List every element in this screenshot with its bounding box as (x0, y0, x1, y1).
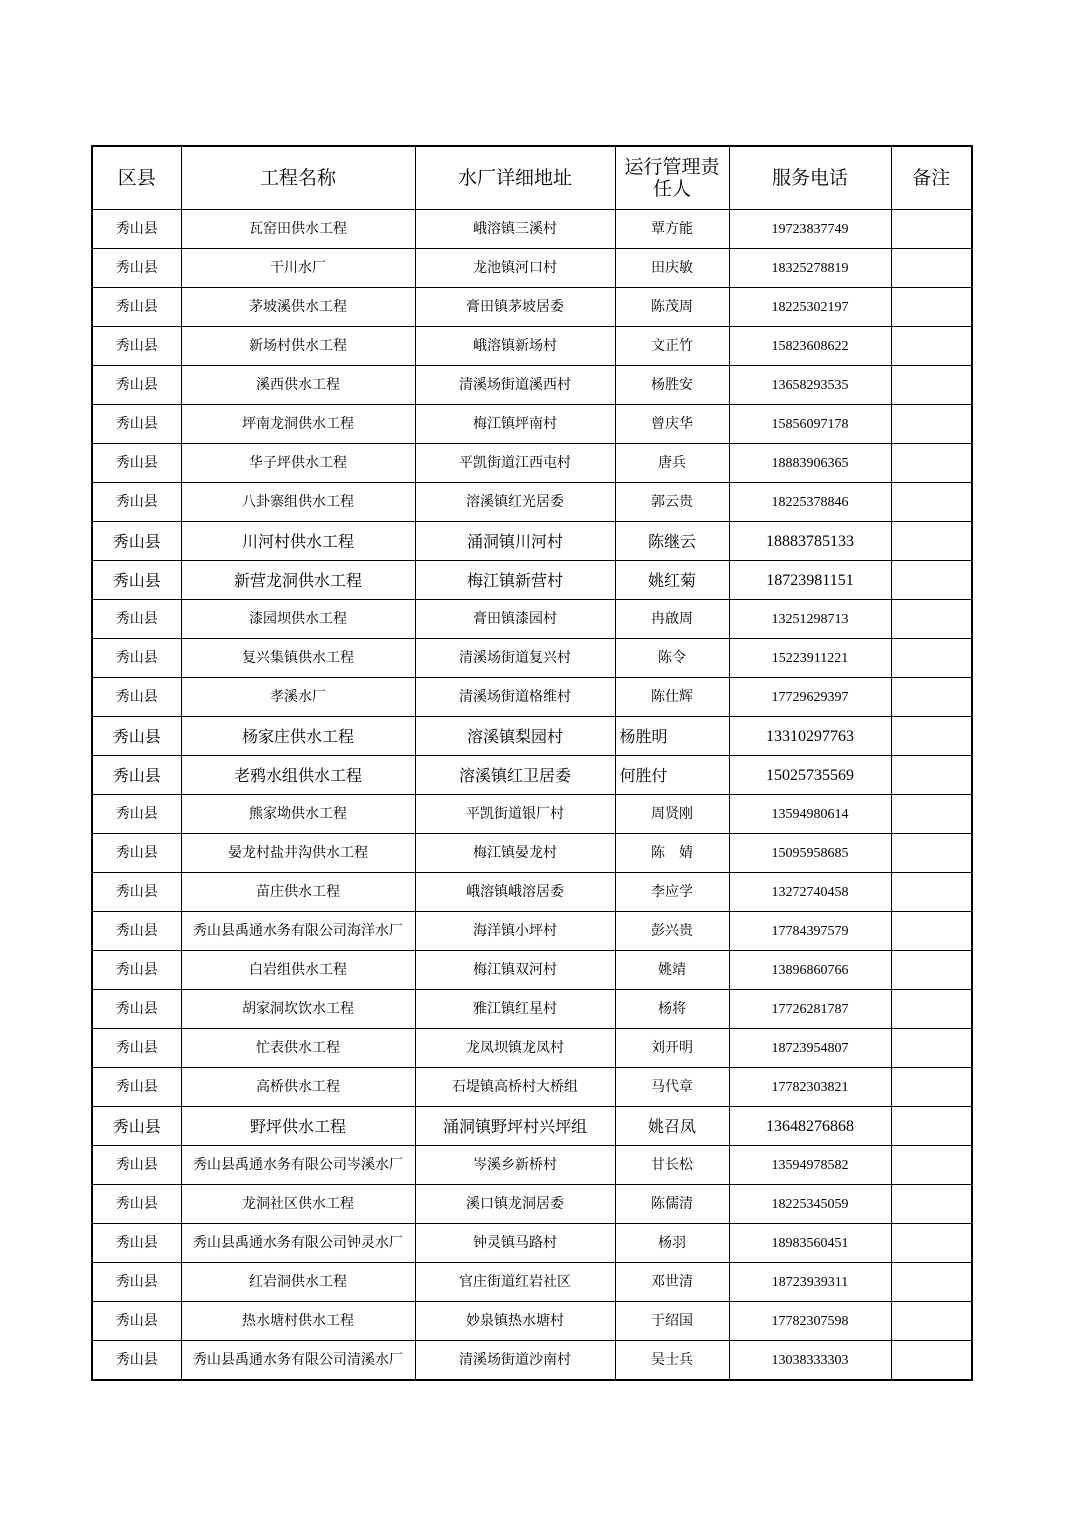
cell-county: 秀山县 (92, 210, 181, 249)
cell-manager: 吴士兵 (615, 1341, 729, 1381)
cell-project: 胡家洞坎饮水工程 (181, 990, 415, 1029)
cell-remark (891, 1263, 972, 1302)
cell-county: 秀山县 (92, 795, 181, 834)
cell-address: 涌洞镇野坪村兴坪组 (415, 1107, 615, 1146)
cell-manager: 杨羽 (615, 1224, 729, 1263)
table-row (92, 210, 972, 249)
cell-project: 坪南龙洞供水工程 (181, 405, 415, 444)
header-project: 工程名称 (181, 146, 415, 210)
cell-remark (891, 210, 972, 249)
cell-address: 峨溶镇峨溶居委 (415, 873, 615, 912)
cell-phone: 17784397579 (729, 912, 891, 951)
cell-phone: 13648276868 (729, 1107, 891, 1146)
cell-address: 岑溪乡新桥村 (415, 1146, 615, 1185)
cell-county: 秀山县 (92, 483, 181, 522)
cell-address: 膏田镇漆园村 (415, 600, 615, 639)
cell-address: 石堤镇高桥村大桥组 (415, 1068, 615, 1107)
cell-manager: 郭云贵 (615, 483, 729, 522)
table-row (92, 951, 972, 990)
header-county: 区县 (92, 146, 181, 210)
cell-manager: 李应学 (615, 873, 729, 912)
table-row (92, 756, 972, 795)
header-row (92, 146, 972, 210)
cell-remark (891, 1107, 972, 1146)
cell-project: 川河村供水工程 (181, 522, 415, 561)
cell-address: 溶溪镇梨园村 (415, 717, 615, 756)
cell-remark (891, 405, 972, 444)
cell-project: 复兴集镇供水工程 (181, 639, 415, 678)
cell-manager: 姚红菊 (615, 561, 729, 600)
cell-project: 老鸦水组供水工程 (181, 756, 415, 795)
cell-manager: 陈茂周 (615, 288, 729, 327)
cell-phone: 17726281787 (729, 990, 891, 1029)
cell-manager: 陈仕辉 (615, 678, 729, 717)
table-row (92, 1068, 972, 1107)
cell-remark (891, 1302, 972, 1341)
cell-phone: 13038333303 (729, 1341, 891, 1381)
cell-manager: 甘长松 (615, 1146, 729, 1185)
table-row (92, 639, 972, 678)
table-row (92, 873, 972, 912)
cell-project: 秀山县禹通水务有限公司岑溪水厂 (181, 1146, 415, 1185)
cell-county: 秀山县 (92, 1185, 181, 1224)
table-row (92, 288, 972, 327)
cell-county: 秀山县 (92, 288, 181, 327)
cell-county: 秀山县 (92, 990, 181, 1029)
cell-address: 梅江镇晏龙村 (415, 834, 615, 873)
cell-phone: 13594980614 (729, 795, 891, 834)
cell-remark (891, 522, 972, 561)
cell-county: 秀山县 (92, 756, 181, 795)
cell-phone: 18325278819 (729, 249, 891, 288)
cell-county: 秀山县 (92, 561, 181, 600)
cell-address: 溪口镇龙洞居委 (415, 1185, 615, 1224)
header-manager: 运行管理责任人 (615, 146, 729, 210)
cell-manager: 周贤刚 (615, 795, 729, 834)
cell-address: 钟灵镇马路村 (415, 1224, 615, 1263)
cell-phone: 18883906365 (729, 444, 891, 483)
cell-address: 清溪场街道溪西村 (415, 366, 615, 405)
cell-phone: 19723837749 (729, 210, 891, 249)
cell-phone: 18723954807 (729, 1029, 891, 1068)
table-row (92, 1224, 972, 1263)
cell-project: 龙洞社区供水工程 (181, 1185, 415, 1224)
cell-address: 平凯街道银厂村 (415, 795, 615, 834)
cell-phone: 17782303821 (729, 1068, 891, 1107)
cell-remark (891, 483, 972, 522)
cell-phone: 18723939311 (729, 1263, 891, 1302)
cell-address: 清溪场街道沙南村 (415, 1341, 615, 1381)
cell-manager: 邓世清 (615, 1263, 729, 1302)
cell-county: 秀山县 (92, 1341, 181, 1381)
cell-county: 秀山县 (92, 834, 181, 873)
cell-manager: 杨将 (615, 990, 729, 1029)
cell-project: 溪西供水工程 (181, 366, 415, 405)
cell-remark (891, 639, 972, 678)
cell-county: 秀山县 (92, 1068, 181, 1107)
header-remark: 备注 (891, 146, 972, 210)
cell-address: 清溪场街道格维村 (415, 678, 615, 717)
cell-project: 晏龙村盐井沟供水工程 (181, 834, 415, 873)
cell-county: 秀山县 (92, 249, 181, 288)
cell-manager: 何胜付 (615, 756, 729, 795)
table-row (92, 717, 972, 756)
cell-project: 秀山县禹通水务有限公司海洋水厂 (181, 912, 415, 951)
cell-remark (891, 951, 972, 990)
table-row (92, 1302, 972, 1341)
cell-phone: 18723981151 (729, 561, 891, 600)
cell-manager: 陈 婧 (615, 834, 729, 873)
cell-remark (891, 1146, 972, 1185)
table-row (92, 483, 972, 522)
cell-project: 红岩洞供水工程 (181, 1263, 415, 1302)
table-row (92, 405, 972, 444)
table-row (92, 249, 972, 288)
cell-address: 涌洞镇川河村 (415, 522, 615, 561)
cell-remark (891, 795, 972, 834)
cell-project: 瓦窑田供水工程 (181, 210, 415, 249)
table-row (92, 366, 972, 405)
cell-manager: 刘开明 (615, 1029, 729, 1068)
table-row (92, 1185, 972, 1224)
cell-county: 秀山县 (92, 1224, 181, 1263)
cell-project: 高桥供水工程 (181, 1068, 415, 1107)
cell-address: 龙凤坝镇龙凤村 (415, 1029, 615, 1068)
cell-project: 茅坡溪供水工程 (181, 288, 415, 327)
cell-county: 秀山县 (92, 327, 181, 366)
cell-remark (891, 1185, 972, 1224)
cell-address: 官庄街道红岩社区 (415, 1263, 615, 1302)
cell-phone: 18883785133 (729, 522, 891, 561)
table-row (92, 1107, 972, 1146)
cell-remark (891, 1224, 972, 1263)
cell-manager: 陈儒清 (615, 1185, 729, 1224)
cell-manager: 田庆敏 (615, 249, 729, 288)
cell-county: 秀山县 (92, 366, 181, 405)
cell-remark (891, 990, 972, 1029)
table-row (92, 834, 972, 873)
table-row (92, 561, 972, 600)
cell-county: 秀山县 (92, 717, 181, 756)
table-row (92, 678, 972, 717)
cell-address: 峨溶镇三溪村 (415, 210, 615, 249)
cell-county: 秀山县 (92, 951, 181, 990)
cell-remark (891, 600, 972, 639)
cell-manager: 曾庆华 (615, 405, 729, 444)
cell-phone: 15856097178 (729, 405, 891, 444)
table-row (92, 1146, 972, 1185)
cell-project: 孝溪水厂 (181, 678, 415, 717)
cell-manager: 姚靖 (615, 951, 729, 990)
cell-phone: 13896860766 (729, 951, 891, 990)
cell-address: 峨溶镇新场村 (415, 327, 615, 366)
cell-manager: 冉啟周 (615, 600, 729, 639)
cell-address: 龙池镇河口村 (415, 249, 615, 288)
cell-phone: 15223911221 (729, 639, 891, 678)
cell-address: 溶溪镇红光居委 (415, 483, 615, 522)
cell-remark (891, 561, 972, 600)
cell-phone: 18983560451 (729, 1224, 891, 1263)
cell-project: 热水塘村供水工程 (181, 1302, 415, 1341)
cell-county: 秀山县 (92, 873, 181, 912)
cell-remark (891, 756, 972, 795)
cell-manager: 杨胜明 (615, 717, 729, 756)
cell-project: 苗庄供水工程 (181, 873, 415, 912)
table-row (92, 327, 972, 366)
cell-phone: 15025735569 (729, 756, 891, 795)
cell-county: 秀山县 (92, 1302, 181, 1341)
cell-remark (891, 678, 972, 717)
cell-manager: 杨胜安 (615, 366, 729, 405)
table-body (92, 210, 972, 1381)
cell-phone: 18225345059 (729, 1185, 891, 1224)
cell-remark (891, 1341, 972, 1381)
header-phone: 服务电话 (729, 146, 891, 210)
cell-county: 秀山县 (92, 444, 181, 483)
header-address: 水厂详细地址 (415, 146, 615, 210)
cell-project: 杨家庄供水工程 (181, 717, 415, 756)
cell-remark (891, 873, 972, 912)
cell-remark (891, 717, 972, 756)
cell-address: 妙泉镇热水塘村 (415, 1302, 615, 1341)
cell-project: 新营龙洞供水工程 (181, 561, 415, 600)
cell-manager: 彭兴贵 (615, 912, 729, 951)
cell-phone: 15095958685 (729, 834, 891, 873)
cell-county: 秀山县 (92, 600, 181, 639)
cell-phone: 17729629397 (729, 678, 891, 717)
table-row (92, 1263, 972, 1302)
cell-project: 漆园坝供水工程 (181, 600, 415, 639)
cell-phone: 13594978582 (729, 1146, 891, 1185)
cell-phone: 13272740458 (729, 873, 891, 912)
cell-phone: 15823608622 (729, 327, 891, 366)
cell-manager: 马代章 (615, 1068, 729, 1107)
cell-manager: 文正竹 (615, 327, 729, 366)
cell-county: 秀山县 (92, 405, 181, 444)
table-row (92, 600, 972, 639)
cell-address: 梅江镇坪南村 (415, 405, 615, 444)
cell-remark (891, 249, 972, 288)
cell-project: 秀山县禹通水务有限公司清溪水厂 (181, 1341, 415, 1381)
cell-phone: 18225302197 (729, 288, 891, 327)
cell-remark (891, 912, 972, 951)
table-row (92, 990, 972, 1029)
water-plant-table (91, 145, 973, 1381)
cell-project: 秀山县禹通水务有限公司钟灵水厂 (181, 1224, 415, 1263)
table-row (92, 795, 972, 834)
cell-project: 忙表供水工程 (181, 1029, 415, 1068)
cell-project: 熊家坳供水工程 (181, 795, 415, 834)
cell-project: 新场村供水工程 (181, 327, 415, 366)
cell-remark (891, 1068, 972, 1107)
cell-phone: 13310297763 (729, 717, 891, 756)
cell-remark (891, 444, 972, 483)
cell-manager: 陈令 (615, 639, 729, 678)
cell-address: 溶溪镇红卫居委 (415, 756, 615, 795)
cell-project: 八卦寨组供水工程 (181, 483, 415, 522)
cell-project: 干川水厂 (181, 249, 415, 288)
cell-address: 平凯街道江西屯村 (415, 444, 615, 483)
cell-remark (891, 288, 972, 327)
cell-project: 白岩组供水工程 (181, 951, 415, 990)
table-row (92, 522, 972, 561)
cell-county: 秀山县 (92, 639, 181, 678)
cell-address: 清溪场街道复兴村 (415, 639, 615, 678)
cell-manager: 陈继云 (615, 522, 729, 561)
cell-manager: 唐兵 (615, 444, 729, 483)
cell-address: 雅江镇红星村 (415, 990, 615, 1029)
cell-phone: 18225378846 (729, 483, 891, 522)
cell-remark (891, 1029, 972, 1068)
cell-county: 秀山县 (92, 1107, 181, 1146)
cell-county: 秀山县 (92, 1263, 181, 1302)
cell-phone: 13251298713 (729, 600, 891, 639)
cell-phone: 17782307598 (729, 1302, 891, 1341)
cell-manager: 姚召凤 (615, 1107, 729, 1146)
cell-county: 秀山县 (92, 1029, 181, 1068)
cell-address: 梅江镇双河村 (415, 951, 615, 990)
cell-project: 华子坪供水工程 (181, 444, 415, 483)
table-row (92, 444, 972, 483)
cell-remark (891, 327, 972, 366)
table-row (92, 912, 972, 951)
cell-county: 秀山县 (92, 912, 181, 951)
table-row (92, 1341, 972, 1381)
cell-address: 梅江镇新营村 (415, 561, 615, 600)
cell-address: 膏田镇茅坡居委 (415, 288, 615, 327)
cell-address: 海洋镇小坪村 (415, 912, 615, 951)
cell-project: 野坪供水工程 (181, 1107, 415, 1146)
cell-county: 秀山县 (92, 1146, 181, 1185)
cell-remark (891, 366, 972, 405)
cell-phone: 13658293535 (729, 366, 891, 405)
table-row (92, 1029, 972, 1068)
cell-manager: 覃方能 (615, 210, 729, 249)
cell-manager: 于绍国 (615, 1302, 729, 1341)
cell-remark (891, 834, 972, 873)
cell-county: 秀山县 (92, 522, 181, 561)
cell-county: 秀山县 (92, 678, 181, 717)
